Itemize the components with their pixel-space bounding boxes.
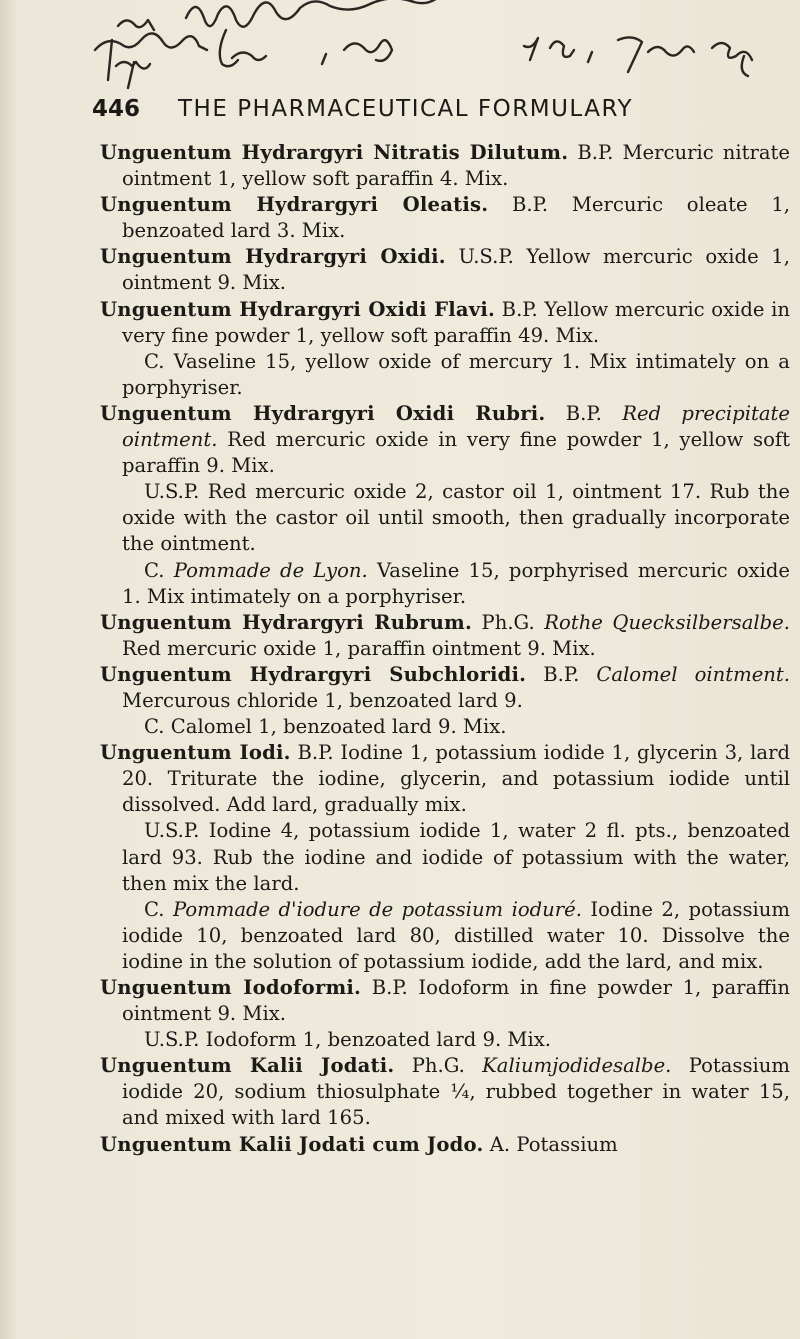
source-code: Ph.G. <box>481 610 535 634</box>
source-code: U.S.P. <box>458 245 514 269</box>
entry-title: Unguentum Hydrargyri Oxidi Flavi. <box>100 297 496 321</box>
entry-paragraph <box>100 610 790 662</box>
handwritten-annotation <box>0 0 800 95</box>
entry-paragraph <box>100 897 790 975</box>
entry-title: Unguentum Kalii Jodati cum Jodo. <box>100 1132 484 1156</box>
entry-paragraph <box>100 714 790 740</box>
source-code: B.P. <box>577 141 614 164</box>
entry-paragraph <box>100 479 790 557</box>
source-code: Ph.G. <box>411 1054 465 1078</box>
entry-title: Unguentum Iodoformi. <box>100 976 362 999</box>
source-code: C. <box>144 897 165 921</box>
formula-entry <box>100 192 790 244</box>
page-number: 446 <box>92 96 141 122</box>
preparation-name: Pommade de Lyon. <box>173 558 368 582</box>
entry-text: Red mercuric oxide in very fine powder 1, yellow soft paraffin 9. Mix. <box>122 428 790 478</box>
entry-paragraph <box>100 740 790 818</box>
source-code: B.P. <box>371 976 408 999</box>
source-code: B.P. <box>543 662 580 686</box>
source-code: U.S.P. <box>144 480 200 504</box>
source-code: B.P. <box>297 741 334 765</box>
formula-entry <box>100 1132 790 1158</box>
formula-entry <box>100 140 790 192</box>
formula-entry <box>100 662 790 740</box>
source-code: B.P. <box>512 193 549 217</box>
entry-paragraph <box>100 1053 790 1131</box>
running-title: THE PHARMACEUTICAL FORMULARY <box>178 96 634 122</box>
page-header <box>92 96 782 122</box>
entry-paragraph <box>100 349 790 401</box>
entry-title: Unguentum Hydrargyri Rubrum. <box>100 610 472 634</box>
source-code: C. <box>144 349 165 373</box>
entry-title: Unguentum Hydrargyri Oxidi Rubri. <box>100 401 546 425</box>
entry-text: Potassium <box>516 1132 618 1156</box>
preparation-name: Rothe Quecksilbersalbe. <box>544 610 791 634</box>
entry-paragraph <box>100 244 790 296</box>
entry-title: Unguentum Iodi. <box>100 741 291 765</box>
entry-text: Potassium iodide 20, sodium thiosulphate ¼, rubbed together in water 15, and mixed with lard 165. <box>122 1054 791 1130</box>
entry-text: Vaseline 15, yellow oxide of mercury 1. Mix intimately on a porphyriser. <box>122 349 790 399</box>
entry-text: Iodine 4, potassium iodide 1, water 2 fl. pts., benzoated lard 93. Rub the iodine and iodide of potassium with the water, then mix the lard. <box>122 819 790 895</box>
entry-text: Iodoform 1, benzoated lard 9. Mix. <box>205 1028 552 1052</box>
entry-text: Red mercuric oxide 1, paraffin ointment 9. Mix. <box>122 636 596 660</box>
entry-title: Unguentum Hydrargyri Oleatis. <box>100 193 489 217</box>
preparation-name: Kaliumjodidesalbe. <box>482 1054 672 1078</box>
entry-paragraph <box>100 1132 790 1158</box>
entry-title: Unguentum Kalii Jodati. <box>100 1054 395 1078</box>
formula-entry <box>100 401 790 610</box>
source-code: B.P. <box>565 401 602 425</box>
entry-text: Calomel 1, benzoated lard 9. Mix. <box>170 715 507 739</box>
formula-entry <box>100 297 790 401</box>
entry-title: Unguentum Hydrargyri Nitratis Dilutum. <box>100 141 569 164</box>
entry-text: Iodine 2, potassium iodide 10, benzoated lard 80, distilled water 10. Dissolve the iodine in the solution of potassium iodide, add the lard, and mix. <box>122 897 791 973</box>
entry-paragraph <box>100 1027 790 1053</box>
entry-paragraph <box>100 192 790 244</box>
entry-paragraph <box>100 140 790 192</box>
entry-paragraph <box>100 818 790 896</box>
source-code: U.S.P. <box>144 819 200 843</box>
preparation-name: Red precipitate ointment. <box>122 401 791 452</box>
entry-text: Iodoform in fine powder 1, paraffin ointment 9. Mix. <box>122 976 790 1026</box>
entry-text: Red mercuric oxide 2, castor oil 1, ointment 17. Rub the oxide with the castor oil until smooth, then gradually incorporate the ointment. <box>122 480 790 556</box>
entry-paragraph <box>100 662 790 714</box>
entry-paragraph <box>100 975 790 1027</box>
entry-text: Yellow mercuric oxide 1, ointment 9. Mix. <box>122 245 790 295</box>
entry-title: Unguentum Hydrargyri Oxidi. <box>100 245 446 269</box>
source-code: B.P. <box>501 297 538 321</box>
entry-text: Vaseline 15, porphyrised mercuric oxide 1. Mix intimately on a porphyriser. <box>122 558 791 608</box>
entry-text: Mercurous chloride 1, benzoated lard 9. <box>122 688 523 712</box>
formulary-text <box>100 140 790 1158</box>
entry-text: Mercuric nitrate ointment 1, yellow soft paraffin 4. Mix. <box>122 141 791 191</box>
formula-entry <box>100 740 790 975</box>
entry-title: Unguentum Hydrargyri Subchloridi. <box>100 662 527 686</box>
entry-paragraph <box>100 558 790 610</box>
source-code: A. <box>489 1132 511 1156</box>
formula-entry <box>100 1053 790 1131</box>
preparation-name: Pommade d'iodure de potassium ioduré. <box>172 897 582 921</box>
source-code: C. <box>144 558 165 582</box>
entry-text: Yellow mercuric oxide in very fine powder 1, yellow soft paraffin 49. Mix. <box>122 297 790 347</box>
entry-paragraph <box>100 297 790 349</box>
entry-text: Mercuric oleate 1, benzoated lard 3. Mix. <box>122 193 791 243</box>
formula-entry <box>100 975 790 1053</box>
formula-entry <box>100 610 790 662</box>
preparation-name: Calomel ointment. <box>596 662 791 686</box>
source-code: U.S.P. <box>144 1028 200 1052</box>
source-code: C. <box>144 715 165 739</box>
formula-entry <box>100 244 790 296</box>
entry-paragraph <box>100 401 790 479</box>
entry-text: Iodine 1, potassium iodide 1, glycerin 3, lard 20. Triturate the iodine, glycerin, and potassium iodide until dissolved. Add lard, gradually mix. <box>122 741 790 817</box>
